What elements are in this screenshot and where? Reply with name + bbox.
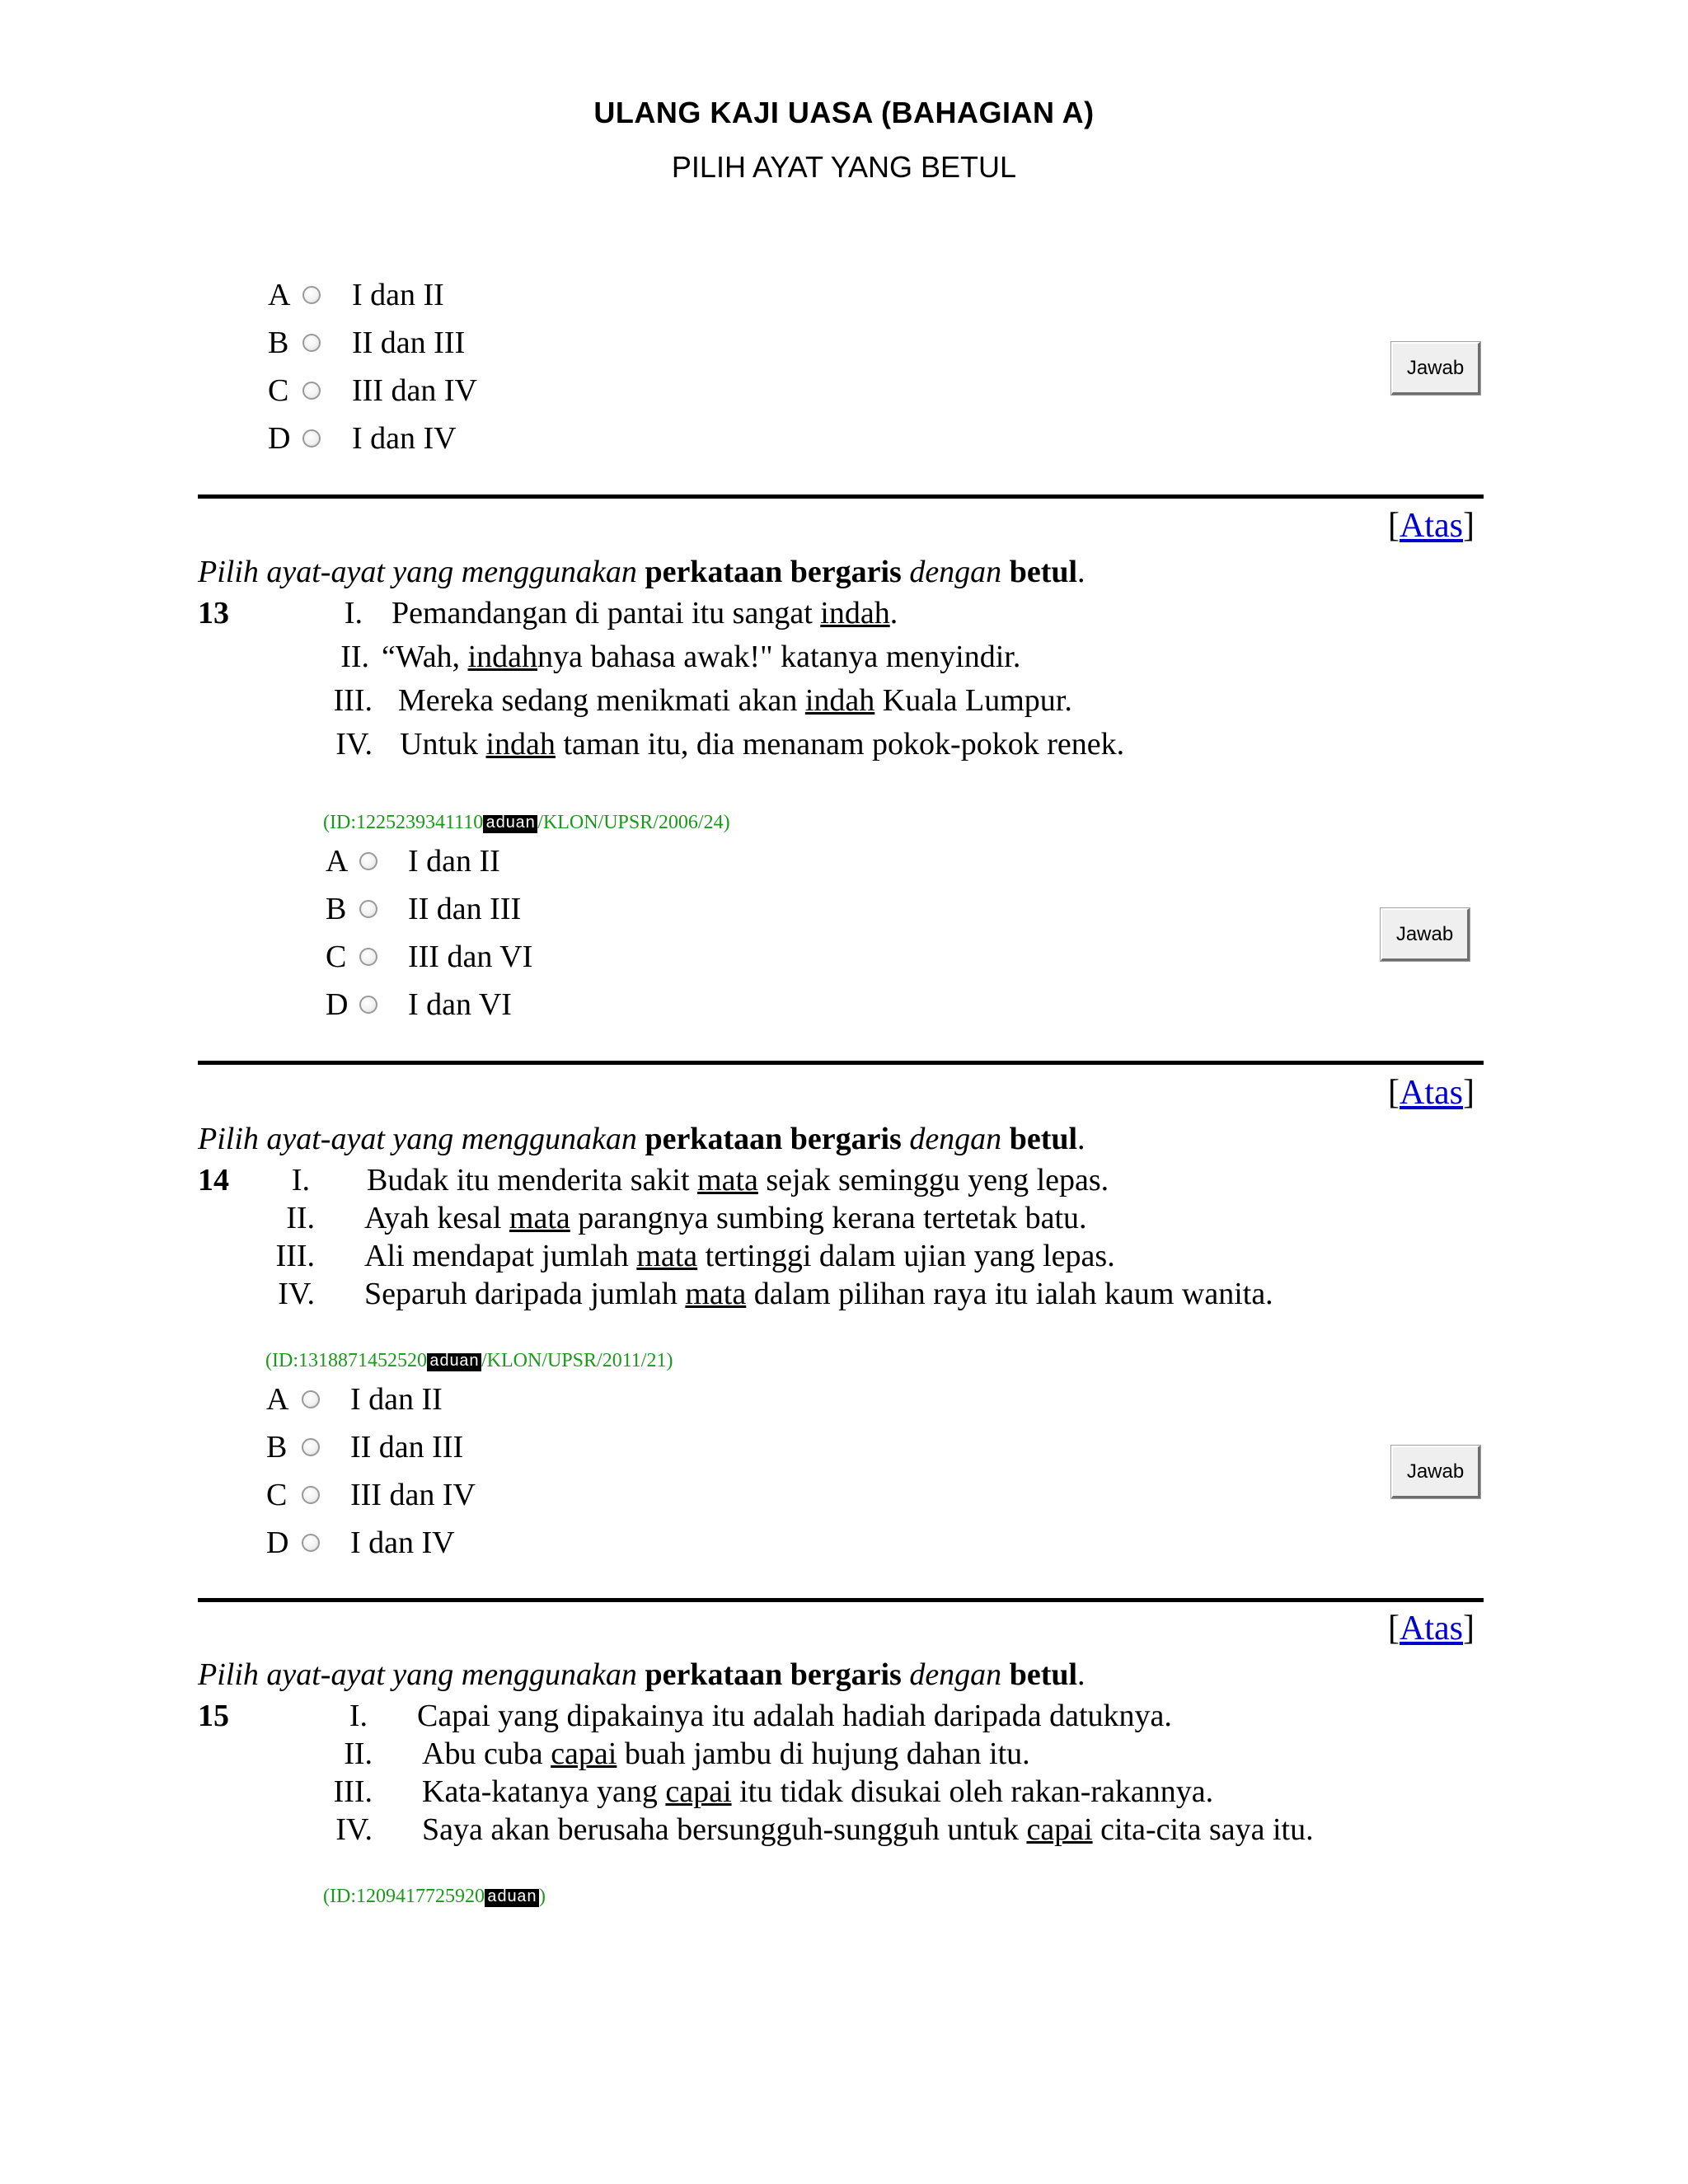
q14-option-b-letter: B	[266, 1430, 288, 1465]
q13-option-d-radio[interactable]	[359, 996, 377, 1014]
q13-instruction	[198, 554, 1085, 590]
q14-option-d-radio[interactable]	[302, 1534, 320, 1552]
q15-roman-1: I.	[349, 1699, 368, 1733]
q14-number: 14	[198, 1163, 229, 1197]
q14-roman-4: IV.	[278, 1277, 315, 1311]
q14-statement-4: Separuh daripada jumlah mata dalam pilihan raya itu ialah kaum wanita.	[364, 1277, 1273, 1311]
q15-statement-3: Kata-katanya yang capai itu tidak disukai oleh rakan-rakannya.	[422, 1774, 1214, 1809]
q13-roman-3: III.	[333, 683, 373, 718]
q15-statement-1: Capai yang dipakainya itu adalah hadiah daripada datuknya.	[417, 1699, 1172, 1733]
q14-option-a-letter: A	[266, 1382, 289, 1417]
q13-reference-id: (ID:1225239341110 aduan /KLON/UPSR/2006/24)	[323, 812, 730, 833]
q13-option-c-text: III dan VI	[408, 940, 533, 974]
q13-option-c-radio[interactable]	[359, 948, 377, 966]
top-link-container: [Atas]	[1388, 1074, 1475, 1112]
instruction-part3: dengan	[901, 555, 1010, 589]
page-title: ULANG KAJI UASA (BAHAGIAN A)	[593, 96, 1095, 129]
q14-statement-3: Ali mendapat jumlah mata tertinggi dalam ujian yang lepas.	[364, 1239, 1115, 1273]
q14-answer-button[interactable]: Jawab	[1391, 1446, 1480, 1498]
q13-statement-2: “Wah, indahnya bahasa awak!" katanya menyindir.	[382, 640, 1021, 674]
top-link-container	[1388, 506, 1475, 546]
aduan-badge[interactable]: aduan	[485, 1889, 539, 1907]
q13-statement-1: Pemandangan di pantai itu sangat indah.	[392, 596, 898, 630]
q15-reference-id: (ID:1209417725920 aduan )	[323, 1886, 546, 1907]
section-divider	[198, 1061, 1484, 1065]
q14-option-c-letter: C	[266, 1478, 288, 1512]
q14-statement-1: Budak itu menderita sakit mata sejak seminggu yeng lepas.	[367, 1163, 1109, 1197]
bracket-open: [	[1388, 507, 1400, 545]
q13-option-b-radio[interactable]	[359, 900, 377, 918]
section-divider	[198, 494, 1484, 499]
q15-statement-2: Abu cuba capai buah jambu di hujung dahan itu.	[422, 1736, 1030, 1771]
q12-option-b-letter: B	[268, 326, 289, 360]
q15-roman-2: II.	[344, 1736, 373, 1771]
q15-statement-4: Saya akan berusaha bersungguh-sungguh untuk capai cita-cita saya itu.	[422, 1812, 1314, 1847]
q12-option-d-text: I dan IV	[352, 421, 457, 456]
q12-option-d-letter: D	[268, 421, 291, 456]
q14-roman-1: I.	[291, 1163, 310, 1197]
q14-roman-2: II.	[286, 1201, 315, 1235]
q12-option-b-radio[interactable]	[302, 334, 321, 352]
q14-option-b-radio[interactable]	[302, 1438, 320, 1456]
q12-option-a-letter: A	[268, 278, 291, 312]
instruction-part5: .	[1077, 555, 1085, 589]
q13-option-d-letter: D	[326, 987, 349, 1022]
q13-roman-4: IV.	[335, 727, 373, 762]
q14-option-d-text: I dan IV	[350, 1526, 455, 1560]
q12-option-c-radio[interactable]	[302, 382, 321, 400]
q13-option-a-radio[interactable]	[359, 852, 377, 870]
q12-option-d-radio[interactable]	[302, 429, 321, 448]
q14-statement-2: Ayah kesal mata parangnya sumbing kerana tertetak batu.	[364, 1201, 1087, 1235]
q15-instruction: Pilih ayat-ayat yang menggunakan perkataan bergaris dengan betul.	[198, 1657, 1085, 1692]
q13-option-a-text: I dan II	[408, 844, 500, 879]
q13-option-c-letter: C	[326, 940, 347, 974]
q14-roman-3: III.	[275, 1239, 315, 1273]
instruction-part1: Pilih ayat-ayat yang menggunakan	[198, 555, 645, 589]
q12-option-a-text: I dan II	[352, 278, 444, 312]
q14-option-c-radio[interactable]	[302, 1486, 320, 1504]
instruction-part2: perkataan bergaris	[645, 555, 902, 589]
top-link[interactable]: Atas	[1400, 1610, 1463, 1647]
q14-option-c-text: III dan IV	[350, 1478, 476, 1512]
q14-option-a-radio[interactable]	[302, 1390, 320, 1408]
q15-number: 15	[198, 1699, 229, 1733]
q12-option-c-text: III dan IV	[352, 373, 477, 408]
q14-option-a-text: I dan II	[350, 1382, 443, 1417]
q14-option-b-text: II dan III	[350, 1430, 464, 1465]
q15-roman-4: IV.	[335, 1812, 373, 1847]
q13-option-a-letter: A	[326, 844, 349, 879]
q13-roman-1: I.	[344, 596, 363, 630]
top-link-container: [Atas]	[1388, 1610, 1475, 1647]
q13-statement-4: Untuk indah taman itu, dia menanam pokok-pokok renek.	[400, 727, 1125, 762]
bracket-close: ]	[1463, 507, 1475, 545]
instruction-part4: betul	[1009, 555, 1078, 589]
q14-reference-id: (ID:1318871452520 aduan /KLON/UPSR/2011/21)	[265, 1350, 673, 1371]
q13-statement-3: Mereka sedang menikmati akan indah Kuala Lumpur.	[398, 683, 1072, 718]
q13-number: 13	[198, 596, 229, 630]
q13-option-b-text: II dan III	[408, 892, 522, 926]
page-subtitle: PILIH AYAT YANG BETUL	[671, 150, 1017, 184]
q14-instruction: Pilih ayat-ayat yang menggunakan perkataan bergaris dengan betul.	[198, 1122, 1085, 1156]
aduan-badge[interactable]: aduan	[427, 1353, 481, 1371]
q12-answer-button[interactable]: Jawab	[1391, 342, 1480, 395]
q13-roman-2: II.	[340, 640, 369, 674]
q13-option-d-text: I dan VI	[408, 987, 512, 1022]
q14-option-d-letter: D	[266, 1526, 289, 1560]
q12-option-a-radio[interactable]	[302, 286, 321, 304]
section-divider	[198, 1598, 1484, 1602]
q12-option-c-letter: C	[268, 373, 289, 408]
q15-roman-3: III.	[333, 1774, 373, 1809]
aduan-badge[interactable]: aduan	[483, 815, 537, 833]
q13-option-b-letter: B	[326, 892, 347, 926]
q13-answer-button[interactable]: Jawab	[1381, 908, 1470, 961]
top-link[interactable]: Atas	[1400, 1074, 1463, 1112]
top-link[interactable]: Atas	[1400, 507, 1463, 545]
q12-option-b-text: II dan III	[352, 326, 466, 360]
